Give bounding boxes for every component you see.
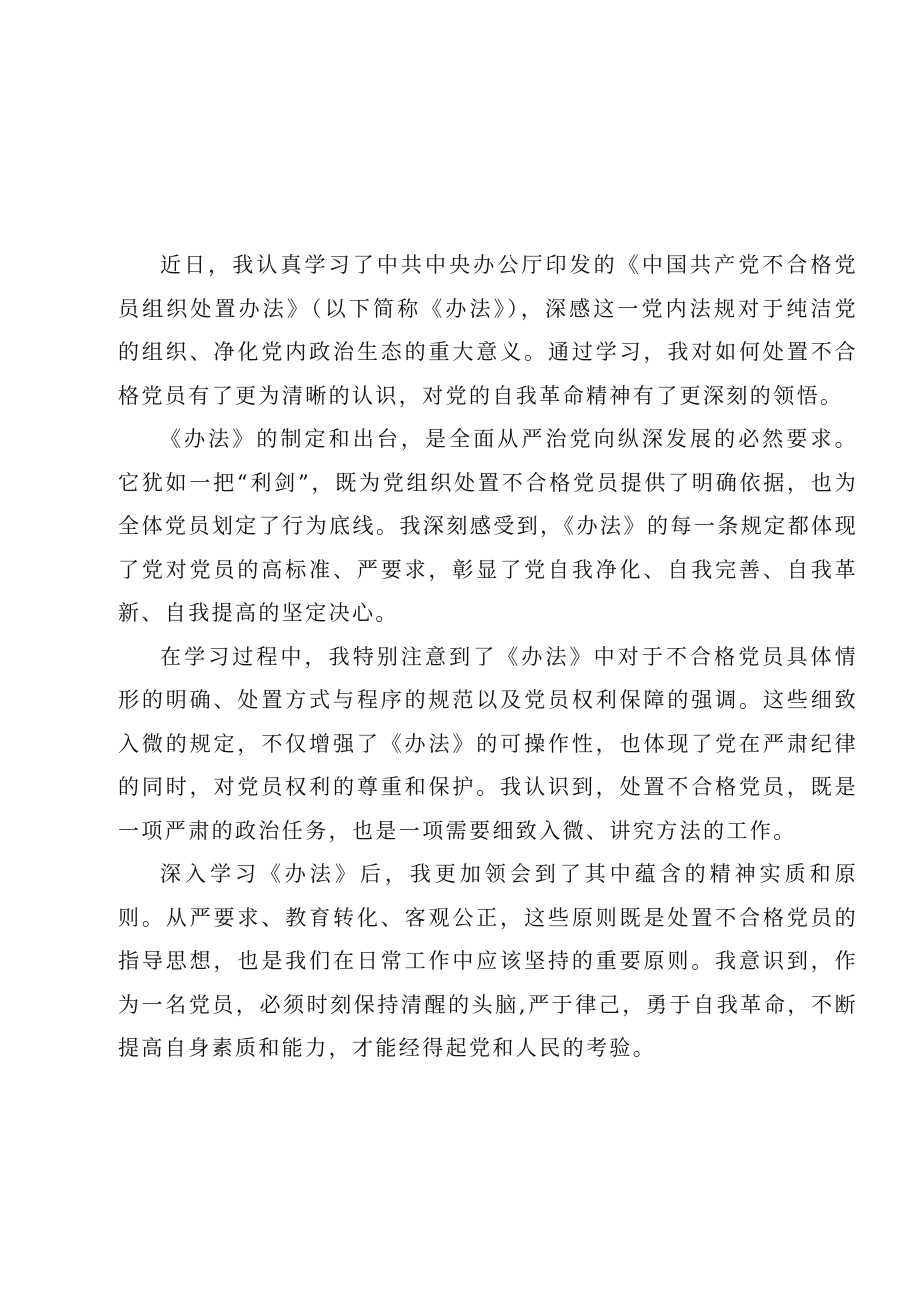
paragraph-4: 深入学习《办法》后，我更加领会到了其中蕴含的精神实质和原则。从严要求、教育转化、客观公正，这些原则既是处置不合格党员的指导思想，也是我们在日常工作中应该坚持的重要原则。我意识到，作为一名党员，必须时刻保持清醒的头脑,严于律己，勇于自我革命，不断提高自身素质和能力，才能经得起党和人民的考验。 xyxy=(118,862,858,1060)
paragraph-3: 在学习过程中，我特别注意到了《办法》中对于不合格党员具体情形的明确、处置方式与程序的规范以及党员权利保障的强调。这些细致入微的规定，不仅增强了《办法》的可操作性，也体现了党在严肃纪律的同时，对党员权利的尊重和保护。我认识到，处置不合格党员，既是一项严肃的政治任务，也是一项需要细致入微、讲究方法的工作。 xyxy=(118,644,858,843)
paragraph-2: 《办法》的制定和出台，是全面从严治党向纵深发展的必然要求。它犹如一把“利剑”，既为党组织处置不合格党员提供了明确依据，也为全体党员划定了行为底线。我深刻感受到，《办法》的每一条规定都体现了党对党员的高标准、严要求，彰显了党自我净化、自我完善、自我革新、自我提高的坚定决心。 xyxy=(118,427,858,625)
paragraph-1: 近日，我认真学习了中共中央办公厅印发的《中国共产党不合格党员组织处置办法》（以下简称《办法》），深感这一党内法规对于纯洁党的组织、净化党内政治生态的重大意义。通过学习，我对如何处置不合格党员有了更为清晰的认识，对党的自我革命精神有了更深刻的领悟。 xyxy=(118,253,858,408)
document-body xyxy=(118,244,858,1071)
